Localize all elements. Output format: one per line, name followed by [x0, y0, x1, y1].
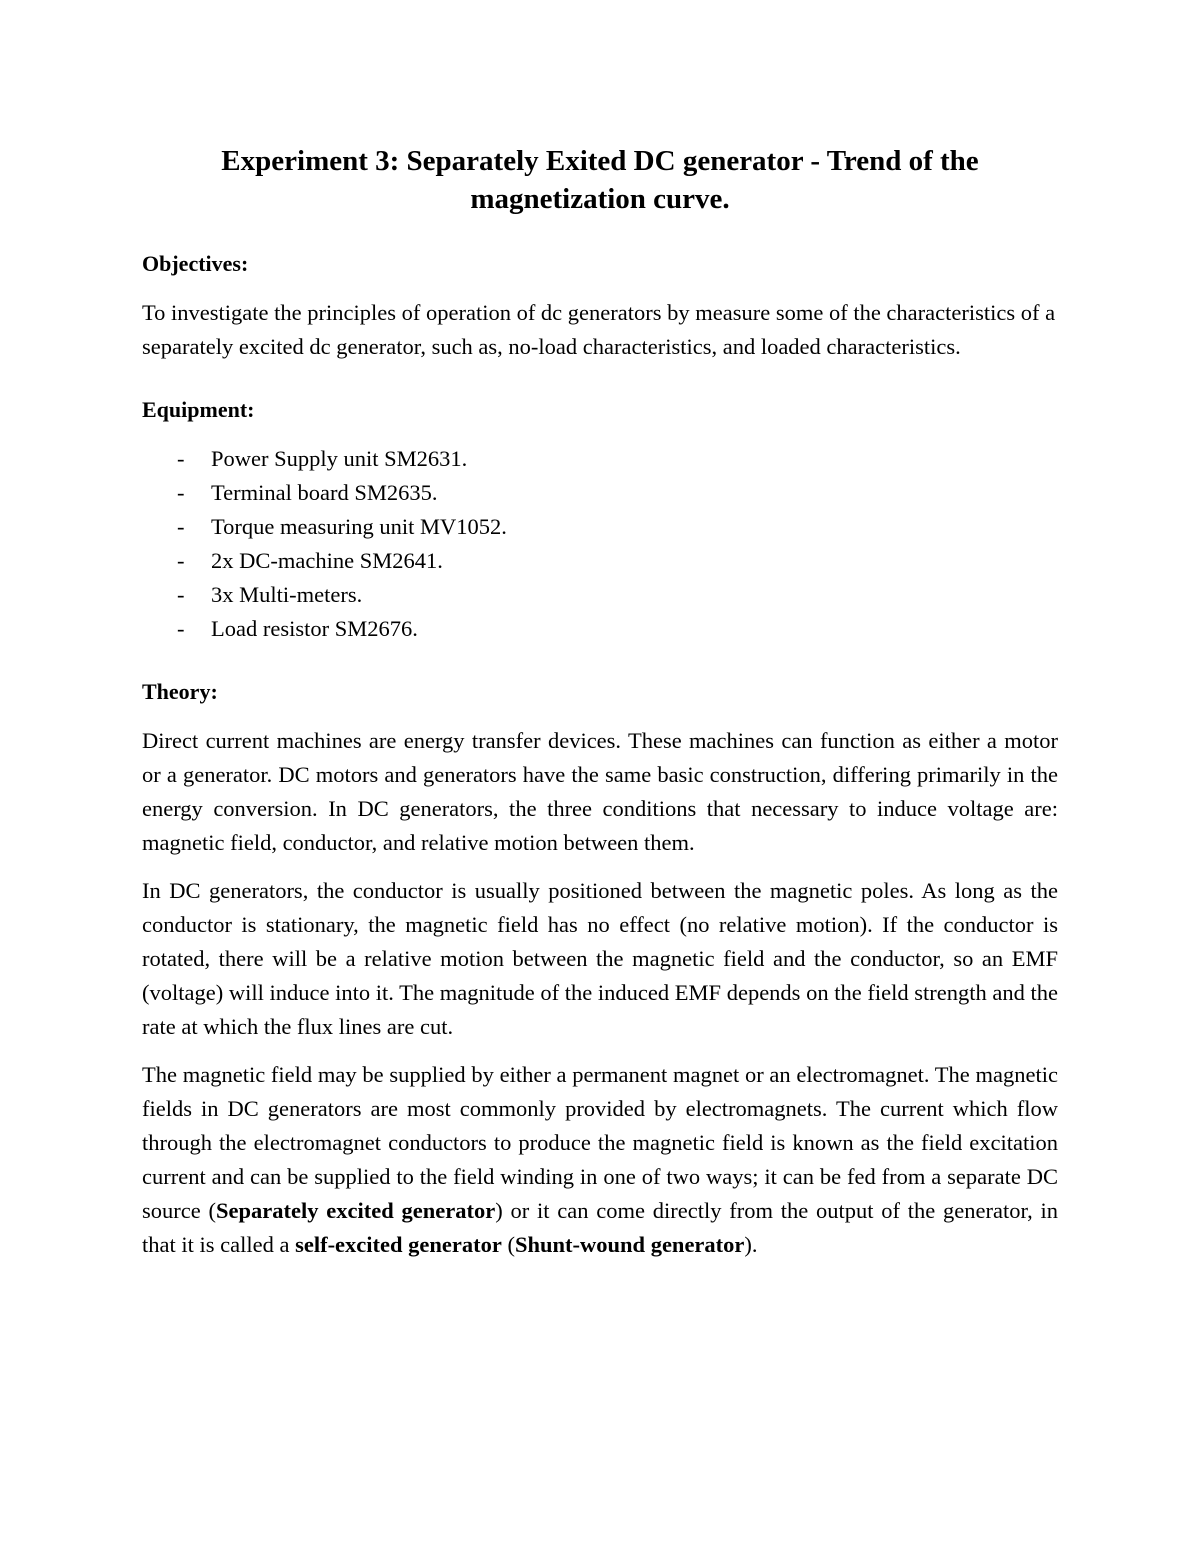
document-title: Experiment 3: Separately Exited DC generator - Trend of the magnetization curve.	[221, 145, 979, 215]
paragraph-text: The magnetic field may be supplied by either a permanent magnet or an electromagnet. The magnetic fields in DC generators are most commonly provided by electromagnets. The current which flow through the electromagnet conductors to produce the magnetic field is known as the field excitation current and can be supplied to the field winding in one of two ways; it can be fed from a separate DC source (	[142, 1062, 1058, 1223]
list-item	[142, 510, 1058, 544]
list-item-text: 2x DC-machine SM2641.	[211, 548, 443, 573]
list-bullet: -	[177, 582, 185, 607]
document-page	[142, 142, 1058, 1262]
list-item	[142, 544, 1058, 578]
list-item	[142, 476, 1058, 510]
bold-term-shunt-wound: Shunt-wound generator	[514, 1232, 745, 1257]
list-item-text: Terminal board SM2635.	[211, 480, 438, 505]
list-bullet: -	[177, 446, 185, 471]
list-item	[142, 578, 1058, 612]
paragraph-text: ) or it can come directly from the output of the generator, in that it is called a	[142, 1198, 1058, 1257]
list-item-text: Power Supply unit SM2631.	[211, 446, 468, 471]
equipment-heading: Equipment:	[142, 397, 255, 422]
bold-term-self-excited: self-excited generator	[295, 1232, 502, 1257]
bold-term-separately-excited: Separately excited generator	[216, 1198, 496, 1223]
theory-paragraph-1: Direct current machines are energy transfer devices. These machines can function as either a motor or a generator. DC motors and generators have the same basic construction, differing primarily in the energy conversion. In DC generators, the three conditions that necessary to induce voltage are: magnetic field, conductor, and relative motion between them.	[142, 728, 1058, 855]
list-item	[142, 612, 1058, 646]
list-item-text: 3x Multi-meters.	[211, 582, 363, 607]
list-bullet: -	[177, 514, 185, 539]
list-bullet: -	[177, 548, 185, 573]
theory-heading: Theory:	[142, 679, 218, 704]
objectives-heading: Objectives:	[142, 251, 249, 276]
list-item-text: Load resistor SM2676.	[211, 616, 418, 641]
equipment-list	[142, 442, 1058, 646]
list-bullet: -	[177, 616, 185, 641]
theory-paragraph-2: In DC generators, the conductor is usually positioned between the magnetic poles. As long as the conductor is stationary, the magnetic field has no effect (no relative motion). If the conductor is rotated, there will be a relative motion between the magnetic field and the conductor, so an EMF (voltage) will induce into it. The magnitude of the induced EMF depends on the field strength and the rate at which the flux lines are cut.	[142, 878, 1058, 1039]
objectives-text: To investigate the principles of operation of dc generators by measure some of the characteristics of a separately excited dc generator, such as, no-load characteristics, and loaded characteristics.	[142, 300, 1056, 359]
theory-paragraph-3	[142, 1058, 1058, 1262]
paragraph-text: (	[501, 1232, 515, 1257]
list-item	[142, 442, 1058, 476]
list-item-text: Torque measuring unit MV1052.	[211, 514, 507, 539]
paragraph-text: ).	[744, 1232, 758, 1257]
list-bullet: -	[177, 480, 185, 505]
